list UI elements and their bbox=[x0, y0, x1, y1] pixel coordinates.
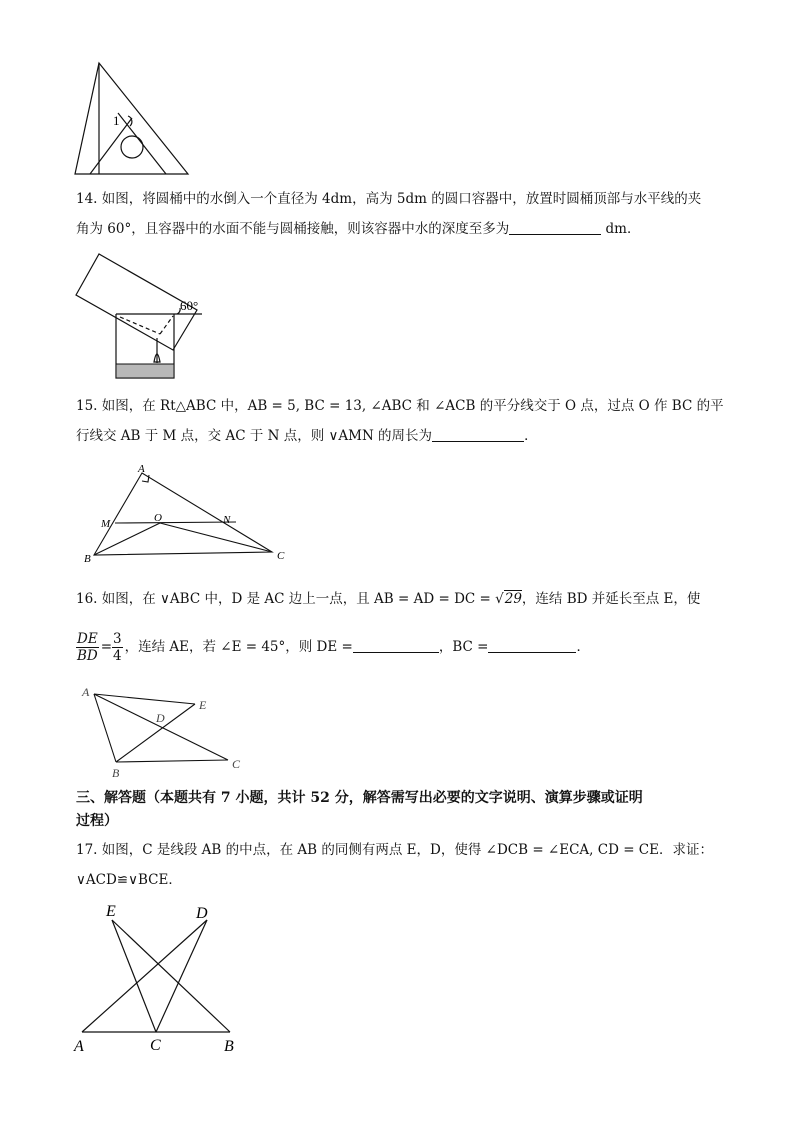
q17-line2: ∨ACD≌∨BCE． bbox=[76, 872, 182, 888]
fig14-angle-label: 60° bbox=[180, 298, 199, 313]
fig14-bucket bbox=[76, 254, 197, 350]
q16-line1 bbox=[76, 589, 700, 609]
fig15-label-c: C bbox=[277, 550, 285, 562]
fig17-label-d: D bbox=[196, 905, 208, 922]
fig14-dashed-line-2 bbox=[160, 316, 173, 334]
figure-16 bbox=[78, 682, 258, 782]
q16-ratio-fraction bbox=[76, 631, 99, 664]
fig17-label-c: C bbox=[150, 1037, 161, 1054]
q14-line1: 14. 如图，将圆桶中的水倒入一个直径为 4dm，高为 5dm 的圆口容器中，放置时圆桶顶部与水平线的夹 bbox=[76, 191, 702, 207]
q16-line2-end: ． bbox=[576, 639, 590, 655]
q15-line2-pre: 行线交 AB 于 M 点，交 AC 于 N 点，则 ∨AMN 的周长为 bbox=[76, 428, 433, 444]
fig16-ab bbox=[94, 694, 116, 762]
q15-line1: 15. 如图，在 Rt△ABC 中，AB = 5, BC = 13, ∠ABC 和 ∠ACB 的平分线交于 O 点，过点 O 作 BC 的平 bbox=[76, 398, 724, 414]
fig15-mn-line bbox=[115, 522, 236, 523]
fig17-ad bbox=[82, 920, 207, 1032]
figure-13 bbox=[70, 58, 200, 178]
q16-sqrt-sign: √ bbox=[495, 591, 504, 607]
fig14-water bbox=[116, 364, 174, 378]
q16-frac-num: DE bbox=[77, 631, 98, 647]
q14-line2-pre: 角为 60°，且容器中的水面不能与圆桶接触，则该容器中水的深度至多为 bbox=[76, 221, 510, 237]
fig16-label-b: B bbox=[112, 766, 120, 780]
fig13-inner-line-2 bbox=[90, 118, 132, 174]
fig15-label-o: O bbox=[154, 512, 162, 524]
q15-line2 bbox=[76, 426, 538, 446]
fig17-label-e: E bbox=[106, 903, 116, 920]
q15-answer-blank[interactable] bbox=[432, 429, 524, 442]
fig16-label-a: A bbox=[82, 685, 90, 699]
q16-de-blank[interactable] bbox=[353, 640, 439, 653]
fig15-triangle bbox=[94, 473, 272, 555]
q14-line2-post: dm． bbox=[605, 221, 641, 237]
q16-line2: $\frac{DE}{BD}$ = $\frac{3}{4}$ ，连结 AE，若 ∠E = 45°，则 DE = ，BC = ． bbox=[76, 631, 590, 664]
section3-heading-line2: 过程） bbox=[76, 813, 118, 829]
q16-bc-blank[interactable] bbox=[488, 640, 576, 653]
fig15-bisector-c bbox=[160, 523, 272, 552]
q14-line2 bbox=[76, 219, 640, 239]
fig16-ac bbox=[94, 694, 228, 760]
fig16-bc bbox=[116, 760, 228, 762]
q16-frac-den: BD bbox=[76, 648, 98, 664]
q16-value-den: 4 bbox=[113, 648, 122, 664]
section3-heading-line1: 三、解答题（本题共有 7 小题，共计 52 分，解答需写出必要的文字说明、演算步骤或证明 bbox=[76, 790, 643, 806]
fig16-label-e: E bbox=[199, 698, 207, 712]
figure-15 bbox=[80, 460, 300, 570]
fig15-label-a: A bbox=[138, 463, 145, 475]
q16-sqrt-value: 29 bbox=[504, 591, 522, 607]
fig16-ae bbox=[94, 694, 195, 704]
q14-answer-blank[interactable] bbox=[509, 222, 601, 235]
fig15-label-n: N bbox=[223, 514, 231, 526]
fig17-label-a: A bbox=[74, 1038, 84, 1055]
fig15-label-b: B bbox=[84, 553, 91, 565]
fig16-label-c: C bbox=[232, 757, 241, 771]
fig17-label-b: B bbox=[224, 1038, 234, 1055]
q16-value-fraction bbox=[112, 631, 123, 664]
q15-line2-post: ． bbox=[524, 428, 538, 444]
q16-line1-post: ，连结 BD 并延长至点 E，使 bbox=[521, 591, 701, 607]
q17-line1: 17. 如图，C 是线段 AB 的中点，在 AB 的同侧有两点 E，D，使得 ∠DCB = ∠ECA, CD = CE．求证： bbox=[76, 842, 713, 858]
fig17-eb bbox=[112, 920, 230, 1032]
fig15-label-m: M bbox=[101, 518, 111, 530]
fig13-circle bbox=[121, 136, 143, 158]
figure-14 bbox=[72, 250, 212, 385]
fig17-cd bbox=[156, 920, 207, 1032]
q16-value-num: 3 bbox=[113, 631, 122, 647]
fig17-ec bbox=[112, 920, 156, 1032]
q16-line2-mid: ，连结 AE，若 ∠E = 45°，则 DE = bbox=[124, 639, 353, 655]
figure-17 bbox=[70, 900, 250, 1060]
q16-line2-mid2: ，BC = bbox=[438, 639, 489, 655]
fig16-label-d: D bbox=[156, 711, 165, 725]
fig13-angle-label: 1 bbox=[113, 113, 120, 128]
q16-line1-pre: 16. 如图，在 ∨ABC 中，D 是 AC 边上一点，且 AB = AD = DC = bbox=[76, 591, 491, 607]
